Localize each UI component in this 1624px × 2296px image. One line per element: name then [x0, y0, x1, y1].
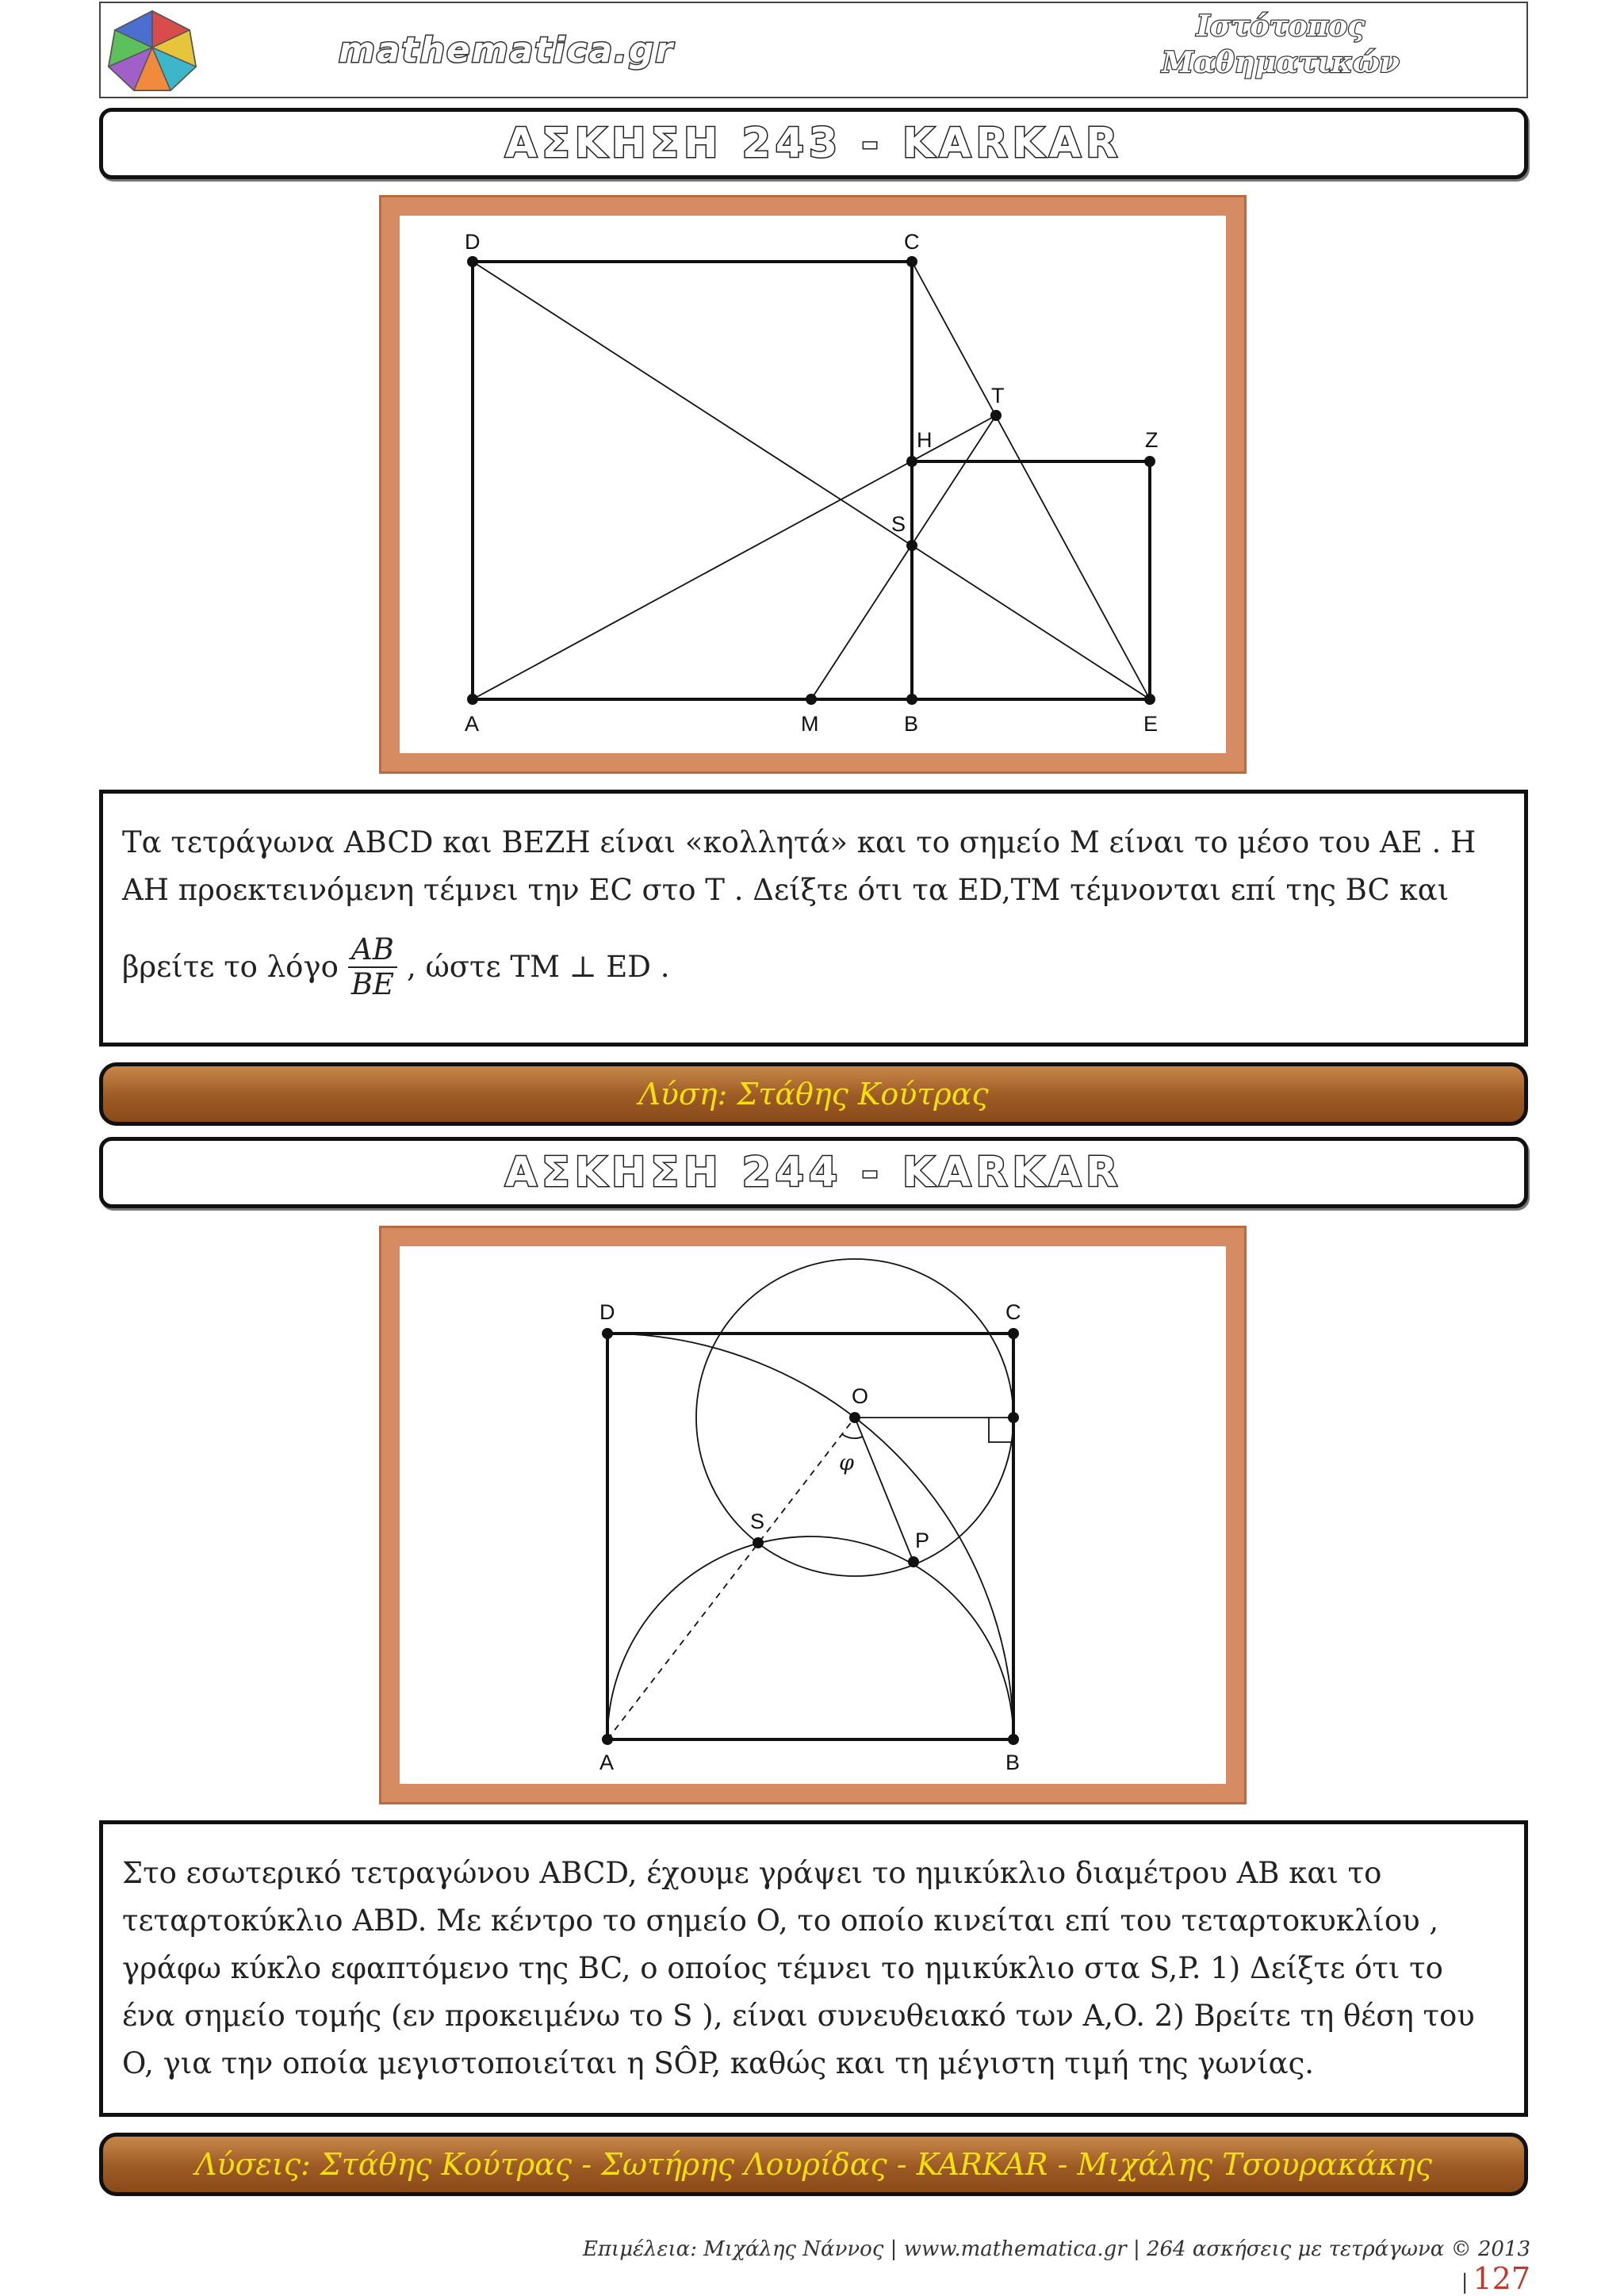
point-h [906, 456, 917, 467]
exercise-244-solution-label: Λύσεις: Στάθης Κούτρας - Σωτήρης Λουρίδας - KARKAR - Μιχάλης Τσουρακάκης [194, 2147, 1433, 2182]
label-o: O [852, 1384, 869, 1408]
label-s: S [891, 512, 906, 536]
footer-credits: Επιμέλεια: Μιχάλης Νάννος | www.mathematica.gr | 264 ασκήσεις με τετράγωνα © 2013 | [582, 2237, 1530, 2294]
figure-243-frame [379, 195, 1247, 774]
exercise-243-solution-label: Λύση: Στάθης Κούτρας [638, 1077, 989, 1112]
point-tangency [1008, 1412, 1019, 1423]
point-c [906, 256, 917, 267]
page-footer [571, 2237, 1530, 2296]
label-d: D [465, 230, 481, 254]
statement-244-line3: γράφω κύκλο εφαπτόμενο της BC, ο οποίος τέμνει το ημικύκλιο στα S,P. 1) Δείξτε ότι το [122, 1951, 1443, 1985]
exercise-243-title-box [99, 108, 1528, 179]
label-c: C [1005, 1300, 1021, 1324]
statement-243-line2: AH προεκτεινόμενη τέμνει την EC στο T . Δείξτε ότι τα ED,TM τέμνονται επί της BC και [122, 873, 1450, 907]
point-t [990, 410, 1002, 421]
figure-243-diagram [379, 195, 1247, 774]
point-d [602, 1328, 613, 1339]
point-z [1144, 456, 1155, 467]
point-e [1144, 694, 1155, 705]
angle-arc-phi [842, 1434, 863, 1438]
point-m [806, 694, 817, 705]
statement-244-line1: Στο εσωτερικό τετραγώνου ABCD, έχουμε γράψει το ημικύκλιο διαμέτρου AB και το [122, 1856, 1382, 1890]
label-e: E [1143, 712, 1159, 736]
exercise-244-title: ΑΣΚΗΣΗ 244 - KARKAR [504, 1149, 1123, 1196]
statement-244-line5: O, για την οποία μεγιστοποιείται η SÔP, καθώς και τη μέγιστη τιμή της γωνίας. [122, 2046, 1315, 2080]
label-h: H [917, 428, 933, 452]
point-c [1008, 1328, 1019, 1339]
site-name: mathematica.gr [339, 30, 675, 71]
label-d: D [599, 1300, 615, 1324]
dashed-line-aos [607, 1418, 855, 1739]
segment-op [855, 1418, 914, 1562]
point-a [467, 694, 478, 705]
site-subtitle [1154, 8, 1408, 81]
point-a [602, 1734, 613, 1745]
label-c: C [904, 230, 920, 254]
fraction-denominator: BE [350, 967, 395, 1001]
point-b [1008, 1734, 1019, 1745]
statement-244-line4: ένα σημείο τομής (εν προκειμένω το S ), είναι συνευθειακό των A,O. 2) Βρείτε τη θέση του [122, 1999, 1475, 2033]
figure-244-frame [379, 1226, 1247, 1804]
logo-polyhedron-icon [101, 8, 204, 95]
semicircle-ab [607, 1536, 1013, 1739]
statement-244-line2: τεταρτοκύκλιο ABD. Με κέντρο το σημείο O, το οποίο κινείται επί του τεταρτοκυκλίου , [122, 1904, 1439, 1938]
statement-243-line3-pre: βρείτε το λόγο [122, 950, 339, 984]
label-b: B [904, 712, 919, 736]
label-z: Z [1145, 428, 1159, 452]
exercise-243-title: ΑΣΚΗΣΗ 243 - KARKAR [504, 120, 1123, 167]
site-subtitle-line1: Ιστότοπος [1196, 10, 1365, 43]
segment-at [473, 415, 996, 699]
statement-243-line3-post: , ώστε TM ⊥ ED . [407, 950, 670, 984]
segment-ce [912, 262, 1150, 699]
exercise-244-statement [99, 1820, 1528, 2117]
square-abcd [473, 262, 912, 699]
point-b [906, 694, 917, 705]
site-subtitle-line2: Μαθηματικών [1162, 46, 1400, 79]
label-b: B [1005, 1751, 1021, 1774]
label-t: T [991, 384, 1005, 408]
label-a: A [465, 712, 480, 736]
label-a: A [599, 1751, 615, 1774]
site-header [99, 2, 1528, 98]
label-p: P [915, 1529, 930, 1552]
point-p [908, 1556, 919, 1567]
page-number: 127 [1473, 2261, 1530, 2296]
point-s [753, 1537, 764, 1548]
statement-243-line3 [122, 933, 1505, 1001]
exercise-244-title-box [99, 1137, 1528, 1208]
statement-243-line1: Τα τετράγωνα ABCD και BEZH είναι «κολλητά» και το σημείο M είναι το μέσο του AE . Η [122, 825, 1477, 859]
exercise-244-solution-bar[interactable] [99, 2133, 1528, 2196]
segment-tm [811, 415, 996, 699]
label-m: M [801, 712, 819, 736]
figure-244-diagram [379, 1226, 1247, 1804]
segment-de [473, 262, 1150, 699]
ratio-fraction [348, 933, 397, 1001]
point-o [849, 1412, 860, 1423]
label-s: S [750, 1510, 765, 1533]
exercise-243-statement [99, 790, 1528, 1047]
square-bezh [912, 461, 1150, 699]
point-d [467, 256, 478, 267]
fraction-numerator: AB [348, 933, 397, 968]
exercise-243-solution-bar[interactable] [99, 1062, 1528, 1126]
point-s [906, 540, 917, 551]
label-phi: φ [839, 1451, 854, 1475]
